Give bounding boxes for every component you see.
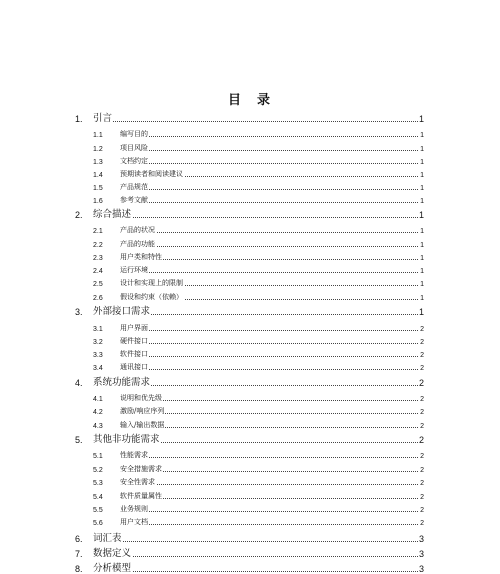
toc-entry-label: 用户类和特性 [120, 253, 162, 261]
toc-dot-leader [120, 368, 418, 370]
toc-section-row[interactable] [0, 461, 500, 474]
toc-entry-page: 1 [420, 172, 424, 179]
toc-entry-label: 运行环境 [120, 266, 148, 274]
toc-entry-number: 3.3 [93, 352, 103, 359]
toc-chapter-row[interactable] [0, 375, 500, 388]
toc-dot-leader [120, 483, 418, 485]
toc-entry-number: 3.1 [93, 326, 103, 333]
toc-dot-leader [93, 216, 418, 218]
toc-entry-label: 安全措施需求 [120, 465, 162, 473]
toc-entry-label: 设计和实现上的限制 [120, 279, 183, 287]
toc-entry-label: 激励/响应序列 [120, 407, 165, 415]
toc-entry-number: 5. [75, 435, 83, 445]
toc-entry-number: 3.4 [93, 365, 103, 372]
toc-entry-number: 1. [75, 114, 83, 124]
toc-entry-page: 1 [420, 295, 424, 302]
toc-entry-label: 输入/输出数据 [120, 421, 165, 429]
toc-dot-leader [120, 162, 418, 164]
toc-dot-leader [120, 456, 418, 458]
toc-dot-leader [120, 201, 418, 203]
toc-section-row[interactable] [0, 333, 500, 346]
toc-dot-leader [120, 497, 418, 499]
toc-entry-page: 3 [418, 549, 424, 559]
toc-section-row[interactable] [0, 179, 500, 192]
toc-entry-label: 安全性需求 [120, 478, 155, 486]
toc-entry-page: 2 [420, 423, 424, 430]
toc-entry-page: 2 [420, 507, 424, 514]
toc-entry-page: 1 [420, 255, 424, 262]
toc-entry-number: 7. [75, 549, 83, 559]
toc-dot-leader [93, 555, 418, 557]
toc-section-row[interactable] [0, 126, 500, 139]
toc-entry-number: 1.3 [93, 159, 103, 166]
toc-entry-number: 5.3 [93, 480, 103, 487]
toc-entry-label: 引言 [93, 110, 113, 124]
toc-section-row[interactable] [0, 417, 500, 430]
toc-dot-leader [120, 135, 418, 137]
toc-section-row[interactable] [0, 474, 500, 487]
toc-entry-page: 1 [420, 132, 424, 139]
toc-entry-number: 1.6 [93, 198, 103, 205]
toc-chapter-row[interactable] [0, 111, 500, 124]
toc-chapter-row[interactable] [0, 207, 500, 220]
toc-section-row[interactable] [0, 359, 500, 372]
toc-entry-number: 2.5 [93, 281, 103, 288]
toc-dot-leader [120, 523, 418, 525]
toc-entry-number: 5.4 [93, 494, 103, 501]
toc-entry-number: 2.4 [93, 268, 103, 275]
toc-entry-page: 1 [420, 228, 424, 235]
toc-entry-page: 2 [420, 365, 424, 372]
toc-entry-label: 产品规范 [120, 183, 148, 191]
toc-entry-label: 外部接口需求 [93, 303, 151, 317]
toc-entry-label: 词汇表 [93, 530, 123, 544]
toc-chapter-row[interactable] [0, 546, 500, 559]
toc-entry-number: 1.2 [93, 146, 103, 153]
toc-entry-number: 4.1 [93, 396, 103, 403]
toc-section-row[interactable] [0, 222, 500, 235]
toc-entry-label: 用户界面 [120, 324, 148, 332]
toc-section-row[interactable] [0, 501, 500, 514]
toc-entry-page: 2 [420, 409, 424, 416]
toc-section-row[interactable] [0, 289, 500, 302]
toc-chapter-row[interactable] [0, 561, 500, 574]
toc-chapter-row[interactable] [0, 531, 500, 544]
toc-section-row[interactable] [0, 390, 500, 403]
toc-entry-number: 2.6 [93, 295, 103, 302]
toc-entry-number: 5.6 [93, 520, 103, 527]
toc-entry-number: 2.1 [93, 228, 103, 235]
toc-entry-page: 2 [418, 378, 424, 388]
toc-dot-leader [120, 271, 418, 273]
toc-entry-label: 项目风险 [120, 144, 148, 152]
toc-dot-leader [93, 570, 418, 572]
toc-entry-number: 5.2 [93, 467, 103, 474]
toc-entry-page: 1 [418, 307, 424, 317]
toc-entry-number: 5.5 [93, 507, 103, 514]
toc-dot-leader [120, 258, 418, 260]
toc-entry-page: 2 [420, 453, 424, 460]
toc-entry-number: 4.2 [93, 409, 103, 416]
toc-section-row[interactable] [0, 166, 500, 179]
toc-entry-page: 2 [420, 520, 424, 527]
toc-entry-number: 4.3 [93, 423, 103, 430]
toc-section-row[interactable] [0, 192, 500, 205]
toc-dot-leader [93, 540, 418, 542]
toc-section-row[interactable] [0, 153, 500, 166]
toc-entry-page: 1 [420, 159, 424, 166]
toc-entry-page: 3 [418, 534, 424, 544]
toc-section-row[interactable] [0, 403, 500, 416]
toc-entry-page: 1 [420, 146, 424, 153]
toc-dot-leader [120, 231, 418, 233]
toc-entry-page: 2 [420, 467, 424, 474]
toc-entry-label: 产品的状况 [120, 226, 155, 234]
toc-entry-number: 1.1 [93, 132, 103, 139]
toc-entry-number: 2.2 [93, 242, 103, 249]
toc-entry-label: 系统功能需求 [93, 374, 151, 388]
toc-entry-label: 产品的功能 [120, 240, 155, 248]
toc-dot-leader [120, 399, 418, 401]
toc-entry-label: 预期读者和阅读建议 [120, 170, 183, 178]
toc-entry-number: 3. [75, 307, 83, 317]
toc-dot-leader [120, 470, 418, 472]
toc-entry-label: 编写目的 [120, 130, 148, 138]
toc-dot-leader [93, 120, 418, 122]
toc-entry-number: 5.1 [93, 453, 103, 460]
toc-section-row[interactable] [0, 262, 500, 275]
toc-entry-number: 1.5 [93, 185, 103, 192]
toc-entry-number: 4. [75, 378, 83, 388]
toc-dot-leader [120, 510, 418, 512]
toc-chapter-row[interactable] [0, 304, 500, 317]
toc-entry-page: 3 [418, 564, 424, 574]
toc-section-row[interactable] [0, 346, 500, 359]
toc-section-row[interactable] [0, 514, 500, 527]
toc-dot-leader [120, 355, 418, 357]
toc-entry-number: 6. [75, 534, 83, 544]
toc-entry-label: 说明和优先级 [120, 394, 162, 402]
toc-entry-page: 2 [420, 326, 424, 333]
toc-dot-leader [120, 245, 418, 247]
toc-entry-page: 1 [420, 268, 424, 275]
toc-entry-label: 软件接口 [120, 350, 148, 358]
toc-entry-label: 文档约定 [120, 157, 148, 165]
toc-dot-leader [120, 188, 418, 190]
toc-entry-number: 2.3 [93, 255, 103, 262]
toc-entry-label: 综合描述 [93, 206, 132, 220]
toc-entry-label: 通讯接口 [120, 363, 148, 371]
toc-section-row[interactable] [0, 236, 500, 249]
toc-section-row[interactable] [0, 140, 500, 153]
toc-entry-label: 业务规则 [120, 505, 148, 513]
toc-title-char-1: 目 [227, 93, 243, 108]
toc-entry-page: 1 [420, 198, 424, 205]
toc-entry-label: 其他非功能需求 [93, 431, 161, 445]
toc-entry-page: 2 [420, 396, 424, 403]
toc-entry-page: 1 [420, 242, 424, 249]
toc-title-char-2: 录 [257, 93, 273, 108]
toc-entry-number: 2. [75, 210, 83, 220]
toc-entry-label: 性能需求 [120, 451, 148, 459]
toc-dot-leader [120, 149, 418, 151]
toc-entry-number: 3.2 [93, 339, 103, 346]
toc-entry-page: 2 [420, 352, 424, 359]
toc-dot-leader [120, 342, 418, 344]
toc-entry-label: 硬件接口 [120, 337, 148, 345]
toc-entry-label: 假设和约束（依赖） [120, 293, 183, 301]
toc-entry-label: 分析模型 [93, 560, 132, 574]
toc-entry-label: 软件质量属性 [120, 492, 162, 500]
toc-section-row[interactable] [0, 320, 500, 333]
toc-entry-page: 2 [418, 435, 424, 445]
toc-section-row[interactable] [0, 488, 500, 501]
toc-entry-label: 参考文献 [120, 196, 148, 204]
toc-section-row[interactable] [0, 447, 500, 460]
toc-entry-label: 数据定义 [93, 545, 132, 559]
toc-entry-page: 2 [420, 339, 424, 346]
toc-dot-leader [120, 329, 418, 331]
toc-entry-page: 1 [420, 185, 424, 192]
toc-entry-page: 2 [420, 480, 424, 487]
toc-entry-page: 2 [420, 494, 424, 501]
toc-entry-label: 用户文档 [120, 518, 148, 526]
toc-section-row[interactable] [0, 249, 500, 262]
toc-entry-number: 8. [75, 564, 83, 574]
toc-chapter-row[interactable] [0, 432, 500, 445]
toc-entry-page: 1 [418, 114, 424, 124]
toc-entry-number: 1.4 [93, 172, 103, 179]
toc-section-row[interactable] [0, 275, 500, 288]
toc-entry-page: 1 [418, 210, 424, 220]
toc-entry-page: 1 [420, 281, 424, 288]
